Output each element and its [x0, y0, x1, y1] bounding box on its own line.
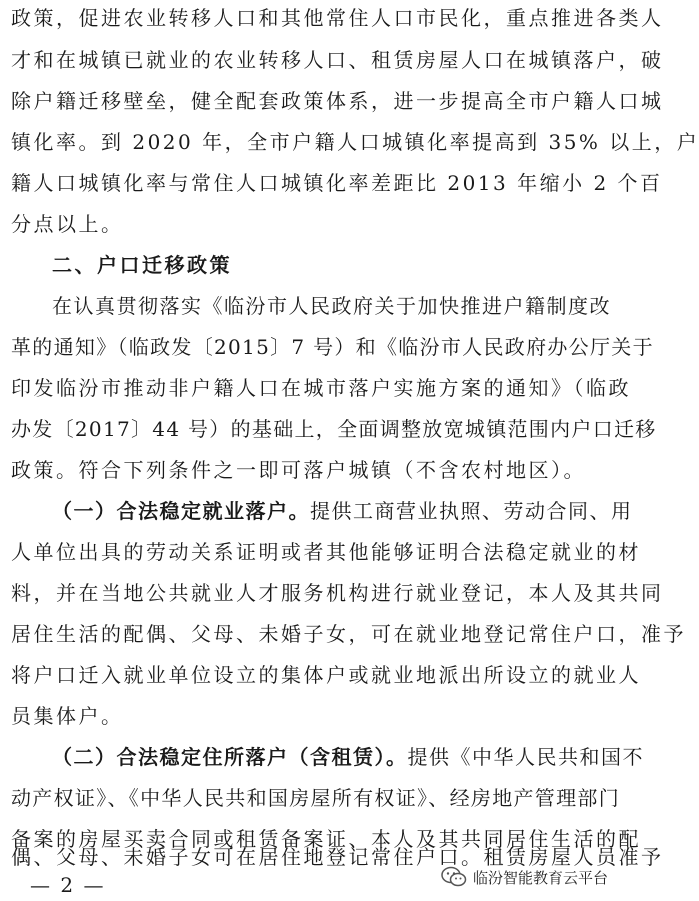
sub-heading: （二）合法稳定住所落户（含租赁）。 — [52, 745, 408, 769]
paragraph-line: 料，并在当地公共就业人才服务机构进行就业登记，本人及其共同 — [11, 581, 664, 605]
paragraph-line: 除户籍迁移壁垒，健全配套政策体系，进一步提高全市户籍人口城 — [11, 89, 664, 113]
paragraph-line: 将户口迁入就业单位设立的集体户或就业地派出所设立的就业人 — [11, 663, 641, 687]
wechat-icon — [441, 866, 467, 888]
watermark-text: 临汾智能教育云平台 — [472, 868, 608, 887]
paragraph-line — [52, 745, 644, 769]
paragraph-line: 籍人口城镇化率与常住人口城镇化率差距比 2013 年缩小 2 个百 — [11, 171, 663, 195]
paragraph-line: 在认真贯彻落实《临汾市人民政府关于加快推进户籍制度改 — [52, 294, 611, 318]
paragraph-line: 员集体户。 — [11, 704, 124, 728]
paragraph-line: 偶、父母、未婚子女可在居住地登记常住户口。租赁房屋人员准予 — [11, 845, 664, 869]
paragraph-line: 动产权证》、《中华人民共和国房屋所有权证》、经房地产管理部门 — [11, 786, 620, 810]
paragraph-line: 办发〔2017〕44 号）的基础上，全面调整放宽城镇范围内户口迁移 — [11, 417, 657, 441]
paragraph-line: 革的通知》（临政发〔2015〕7 号）和《临汾市人民政府办公厅关于 — [11, 335, 654, 359]
sub-heading: （一）合法稳定就业落户。 — [52, 499, 310, 523]
paragraph-line: 政策，促进农业转移人口和其他常住人口市民化，重点推进各类人 — [11, 6, 664, 30]
paragraph-text: 提供《中华人民共和国不 — [407, 745, 644, 769]
paragraph-line: 政策。符合下列条件之一即可落户城镇（不含农村地区）。 — [11, 458, 586, 482]
paragraph-line: 人单位出具的劳动关系证明或者其他能够证明合法稳定就业的材 — [11, 540, 641, 564]
paragraph-line: 居住生活的配偶、父母、未婚子女，可在就业地登记常住户口，准予 — [11, 622, 686, 646]
paragraph-line: 备案的房屋买卖合同或租赁备案证、本人及其共同居住生活的配 — [11, 827, 641, 851]
paragraph-line: 印发临汾市推动非户籍人口在城市落户实施方案的通知》（临政 — [11, 376, 631, 400]
paragraph-line: 才和在城镇已就业的农业转移人口、租赁房屋人口在城镇落户，破 — [11, 48, 664, 72]
paragraph-line — [52, 499, 633, 523]
page-number: — 2 — — [30, 873, 106, 897]
section-heading: 二、户口迁移政策 — [52, 253, 232, 277]
watermark — [441, 864, 608, 890]
paragraph-line: 分点以上。 — [11, 212, 124, 236]
paragraph-line: 镇化率。到 2020 年，全市户籍人口城镇化率提高到 35% 以上，户 — [11, 130, 699, 154]
paragraph-text: 提供工商营业执照、劳动合同、用 — [310, 499, 633, 523]
